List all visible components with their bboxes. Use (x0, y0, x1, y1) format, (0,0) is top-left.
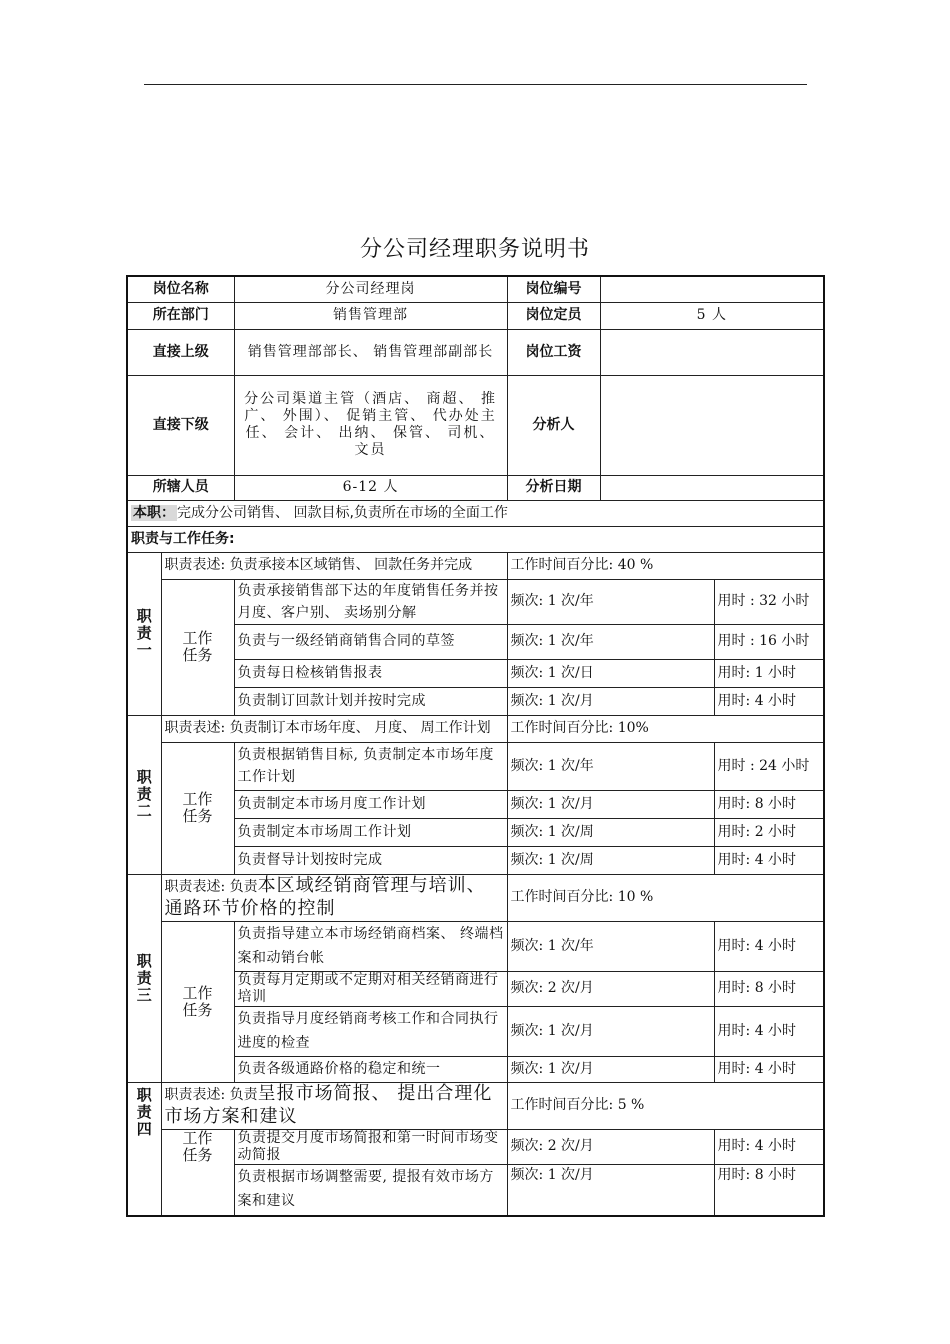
duty-1-time-3: 用时: 1 小时 (714, 659, 824, 687)
duties-header (127, 526, 824, 552)
superior-value: 销售管理部部长、 销售管理部副部长 (234, 329, 507, 375)
document-title: 分公司经理职务说明书 (359, 237, 590, 262)
subordinate-label: 直接下级 (127, 375, 234, 475)
duty-4-task-2: 负责根据市场调整需要, 提报有效市场方案和建议 (234, 1164, 507, 1216)
duty-3-statement (161, 874, 507, 921)
duty-1-label: 职 责 一 (127, 552, 161, 715)
duty-2-task-1: 负责根据销售目标, 负责制定本市场年度工作计划 (234, 742, 507, 790)
duty-2-task-2: 负责制定本市场月度工作计划 (234, 790, 507, 818)
duty-2-work-label: 工作 任务 (161, 742, 234, 874)
main-duty-label: 本职： (133, 504, 175, 521)
duty-3-freq-2: 频次: 2 次/月 (507, 971, 714, 1006)
staff-label: 所辖人员 (127, 475, 234, 500)
duty-3-freq-1: 频次: 1 次/年 (507, 921, 714, 971)
duty-2-freq-4: 频次: 1 次/周 (507, 846, 714, 874)
superior-label: 直接上级 (127, 329, 234, 375)
salary-label: 岗位工资 (507, 329, 600, 375)
duty-1-freq-1: 频次: 1 次/年 (507, 579, 714, 624)
duty-3-pct: 工作时间百分比: 10 % (507, 874, 824, 921)
post-name-label: 岗位名称 (127, 276, 234, 302)
analyst-value (600, 375, 824, 475)
duty-4-statement (161, 1082, 507, 1129)
duty-1-task-4: 负责制订回款计划并按时完成 (234, 687, 507, 715)
post-no-label: 岗位编号 (507, 276, 600, 302)
header-rule (144, 84, 807, 85)
duty-3-task-3: 负责指导月度经销商考核工作和合同执行进度的检查 (234, 1006, 507, 1056)
duty-1-task-3: 负责每日检核销售报表 (234, 659, 507, 687)
duty-2-freq-2: 频次: 1 次/月 (507, 790, 714, 818)
main-duty-text: 完成分公司销售、 回款目标,负责所在市场的全面工作 (177, 504, 508, 521)
duty-4-pct: 工作时间百分比: 5 % (507, 1082, 824, 1129)
date-value (600, 475, 824, 500)
duty-1-time-2: 用时 : 16 小时 (714, 624, 824, 659)
duty-2-time-1: 用时 : 24 小时 (714, 742, 824, 790)
main-duty-row (127, 500, 824, 526)
duty-3-time-4: 用时: 4 小时 (714, 1056, 824, 1082)
duty-2-time-2: 用时: 8 小时 (714, 790, 824, 818)
duty-1-task-2: 负责与一级经销商销售合同的草签 (234, 624, 507, 659)
duty-3-task-1: 负责指导建立本市场经销商档案、 终端档案和动销台帐 (234, 921, 507, 971)
duty-4-statement-main: 呈报市场简报、 提出合理化市场方案和建议 (164, 1082, 493, 1127)
duties-header-text: 职责与工作任务: (131, 530, 235, 547)
duty-3-freq-4: 频次: 1 次/月 (507, 1056, 714, 1082)
duty-1-time-1: 用时 : 32 小时 (714, 579, 824, 624)
duty-3-time-1: 用时: 4 小时 (714, 921, 824, 971)
job-description-table (126, 275, 825, 1217)
duty-1-freq-3: 频次: 1 次/日 (507, 659, 714, 687)
duty-2-task-4: 负责督导计划按时完成 (234, 846, 507, 874)
post-no-value (600, 276, 824, 302)
duty-3-time-3: 用时: 4 小时 (714, 1006, 824, 1056)
quota-label: 岗位定员 (507, 302, 600, 329)
duty-2-label: 职 责 二 (127, 715, 161, 874)
duty-1-freq-4: 频次: 1 次/月 (507, 687, 714, 715)
duty-4-task-1: 负责提交月度市场简报和第一时间市场变动简报 (234, 1129, 507, 1164)
duty-2-pct: 工作时间百分比: 10% (507, 715, 824, 742)
date-label: 分析日期 (507, 475, 600, 500)
duty-1-task-1: 负责承接销售部下达的年度销售任务并按月度、客户别、 卖场别分解 (234, 579, 507, 624)
duty-1-statement: 职责表述: 负责承接本区域销售、 回款任务并完成 (161, 552, 507, 579)
duty-2-freq-1: 频次: 1 次/年 (507, 742, 714, 790)
duty-3-freq-3: 频次: 1 次/月 (507, 1006, 714, 1056)
duty-2-freq-3: 频次: 1 次/周 (507, 818, 714, 846)
subordinate-value: 分公司渠道主管（酒店、 商超、 推广、 外围）、 促销主管、 代办处主任、 会计、 出纳、 保管、 司机、 文员 (234, 375, 507, 475)
staff-value: 6-12 人 (234, 475, 507, 500)
quota-value: 5 人 (600, 302, 824, 329)
duty-4-statement-prefix: 职责表述: 负责 (164, 1086, 258, 1103)
dept-value: 销售管理部 (234, 302, 507, 329)
duty-4-time-2: 用时: 8 小时 (714, 1164, 824, 1216)
duty-1-pct: 工作时间百分比: 40 % (507, 552, 824, 579)
duty-3-task-4: 负责各级通路价格的稳定和统一 (234, 1056, 507, 1082)
duty-1-freq-2: 频次: 1 次/年 (507, 624, 714, 659)
duty-3-time-2: 用时: 8 小时 (714, 971, 824, 1006)
duty-2-statement: 职责表述: 负责制订本市场年度、 月度、 周工作计划 (161, 715, 507, 742)
salary-value (600, 329, 824, 375)
duty-3-task-2: 负责每月定期或不定期对相关经销商进行培训 (234, 971, 507, 1006)
duty-4-freq-1: 频次: 2 次/月 (507, 1129, 714, 1164)
duty-2-task-3: 负责制定本市场周工作计划 (234, 818, 507, 846)
post-name-value: 分公司经理岗 (234, 276, 507, 302)
duty-2-time-3: 用时: 2 小时 (714, 818, 824, 846)
duty-3-statement-main: 本区域经销商管理与培训、 通路环节价格的控制 (164, 874, 486, 919)
duty-4-freq-2: 频次: 1 次/月 (507, 1164, 714, 1216)
analyst-label: 分析人 (507, 375, 600, 475)
duty-3-work-label: 工作 任务 (161, 921, 234, 1082)
duty-3-label: 职 责 三 (127, 874, 161, 1082)
duty-1-work-label: 工作 任务 (161, 579, 234, 715)
duty-2-time-4: 用时: 4 小时 (714, 846, 824, 874)
duty-4-label: 职 责 四 (127, 1082, 161, 1216)
duty-4-work-label: 工作 任务 (161, 1129, 234, 1216)
duty-4-time-1: 用时: 4 小时 (714, 1129, 824, 1164)
duty-1-time-4: 用时: 4 小时 (714, 687, 824, 715)
dept-label: 所在部门 (127, 302, 234, 329)
duty-3-statement-prefix: 职责表述: 负责 (164, 878, 258, 895)
